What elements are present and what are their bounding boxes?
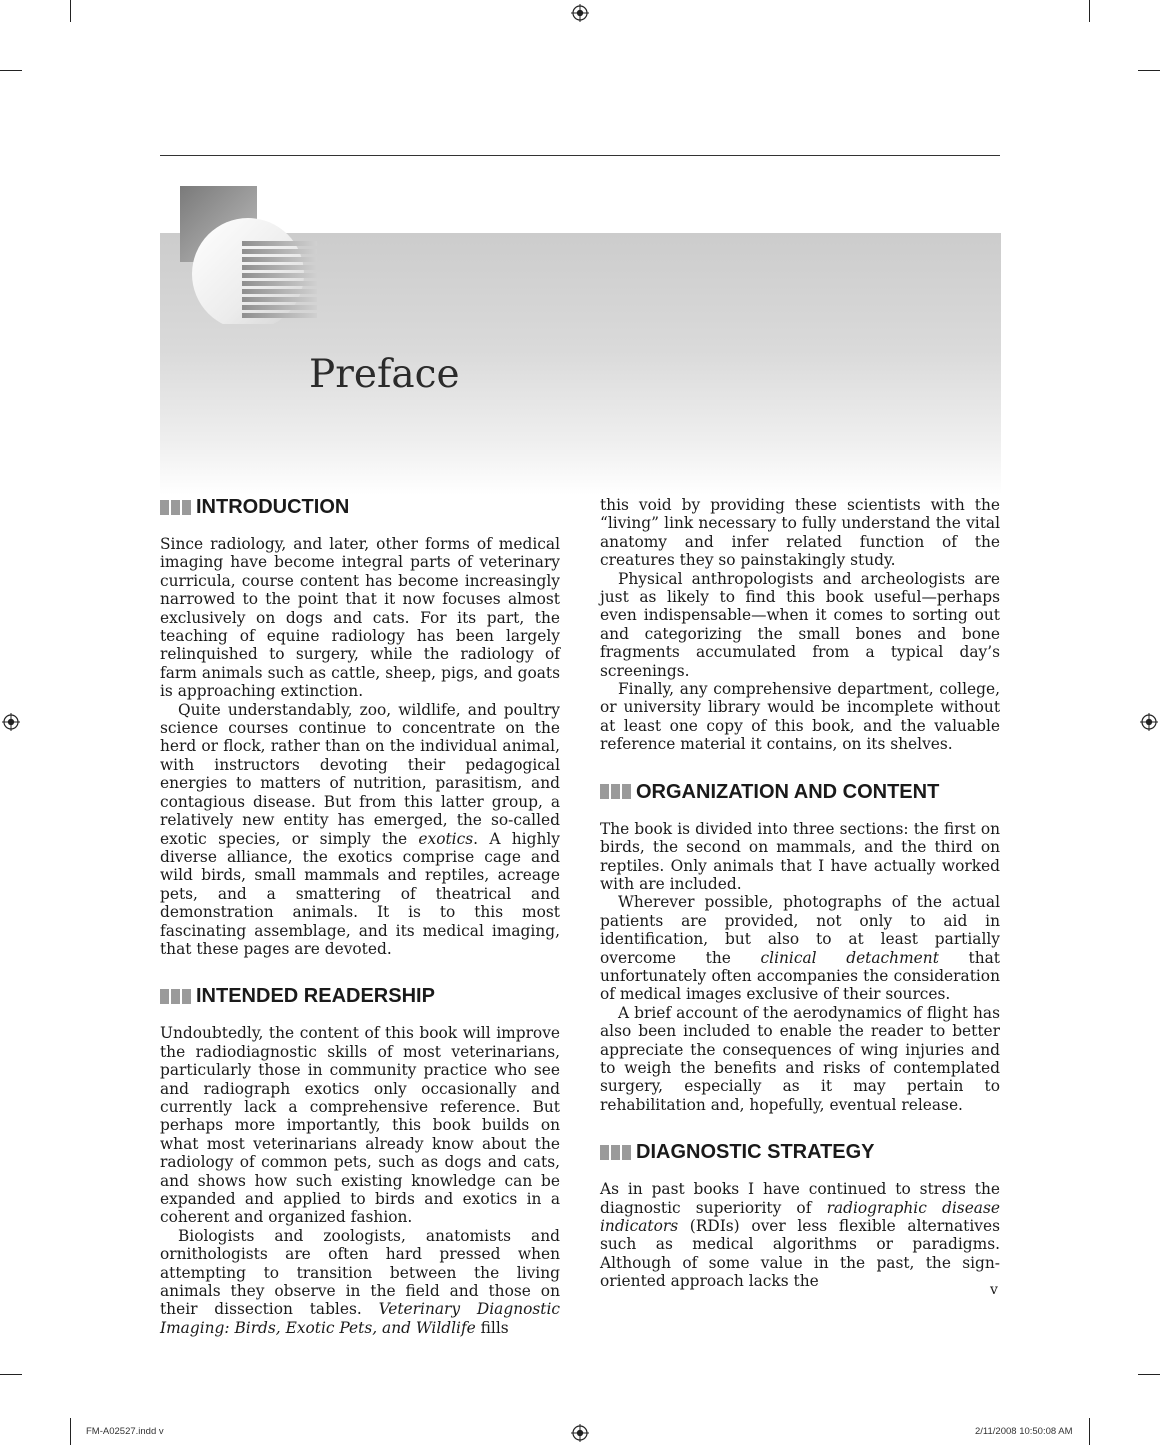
section-heading-readership [160, 985, 560, 1007]
paragraph: As in past books I have continued to stress the diagnostic superiority of radiographic disease indicators (RDIs) over less flexible alternatives such as medical algorithms or paradigms. Although of some value in the past, the sign-oriented approach lacks the [600, 1180, 1000, 1291]
crop-mark [0, 1374, 22, 1375]
page-number: v [990, 1282, 998, 1298]
slug-file: FM-A02527.indd v [86, 1426, 164, 1437]
crop-mark [1138, 1374, 1160, 1375]
section-heading-introduction [160, 496, 560, 518]
crop-mark [1089, 0, 1090, 22]
paragraph: Physical anthropologists and archeologists are just as likely to find this book useful—perhaps even indispensable—when it comes to sorting out and categorizing the small bones and bone fragments accumulated from a typical day’s screenings. [600, 569, 1000, 680]
paragraph: Wherever possible, photographs of the actual patients are provided, not only to aid in identification, but also to at least partially overcome the clinical detachment that unfortunately often accompanies the consideration of medical images exclusive of their sources. [600, 893, 1000, 1004]
slug-timestamp: 2/11/2008 10:50:08 AM [975, 1426, 1073, 1437]
header-rule [160, 155, 1000, 156]
paragraph: Since radiology, and later, other forms of medical imaging have become integral parts of veterinary curricula, course content has become increasingly narrowed to the point that it now focuses almost exclusively on dogs and cats. For its part, the teaching of equine radiology has been largely relinquished to surgery, while the radiology of farm animals such as cattle, sheep, pigs, and goats is approaching extinction. [160, 535, 560, 701]
registration-mark-icon [571, 1424, 589, 1442]
section-heading-organization [600, 781, 1000, 803]
book-title-emphasis: Veterinary Diagnostic Imaging: Birds, Exotic Pets, and Wildlife [160, 1300, 560, 1337]
section-heading-text: INTENDED READERSHIP [196, 985, 435, 1008]
paragraph: A brief account of the aerodynamics of flight has also been included to enable the reader to better appreciate the consequences of wing injuries and to weigh the benefits and risks of contemplated surgery, especially as it may pertain to rehabilitation and, hopefully, eventual release. [600, 1003, 1000, 1114]
registration-mark-icon [2, 713, 20, 731]
section-heading-text: ORGANIZATION AND CONTENT [636, 780, 940, 803]
crop-mark [70, 1418, 71, 1445]
left-column [160, 496, 560, 1337]
paragraph: Undoubtedly, the content of this book will improve the radiodiagnostic skills of most veterinarians, particularly those in community practice who see and radiograph exotics only occasionally and currently lack a comprehensive reference. But perhaps more importantly, this book builds on what most veterinarians already know about the radiology of common pets, such as dogs and cats, and shows how such existing knowledge can be expanded and applied to birds and exotics in a coherent and organized fashion. [160, 1024, 560, 1227]
crop-mark [70, 0, 71, 22]
crop-mark [1138, 70, 1160, 71]
emphasis: radiographic disease indicators [600, 1198, 1000, 1235]
section-bars-icon [600, 1145, 631, 1160]
paragraph: this void by providing these scientists with the “living” link necessary to fully understand the vital anatomy and infer related function of the creatures they so painstakingly study. [600, 496, 1000, 570]
paragraph: Finally, any comprehensive department, college, or university library would be incomplete without at least one copy of this book, and the valuable reference material it contains, on its shelves. [600, 680, 1000, 754]
section-bars-icon [160, 500, 191, 515]
registration-mark-icon [571, 4, 589, 22]
chapter-logo-icon [178, 184, 323, 324]
emphasis: exotics [418, 829, 474, 848]
crop-mark [1089, 1418, 1090, 1445]
crop-mark [0, 70, 22, 71]
registration-mark-icon [1140, 713, 1158, 731]
emphasis: clinical detachment [760, 948, 939, 967]
section-bars-icon [160, 989, 191, 1004]
section-heading-text: INTRODUCTION [196, 496, 350, 518]
right-column [600, 496, 1000, 1291]
section-heading-strategy [600, 1141, 1000, 1163]
paragraph: Quite understandably, zoo, wildlife, and poultry science courses continue to concentrate on the herd or flock, rather than on the individual animal, with instructors devoting their pedagogical energies to matters of nutrition, parasitism, and contagious disease. But from this latter group, a relatively new entity has emerged, the so-called exotic species, or simply the exotics. A highly diverse alliance, the exotics comprise cage and wild birds, small mammals and reptiles, acreage pets, and a smattering of theatrical and demonstration animals. It is to this most fascinating assemblage, and its medical imaging, that these pages are devoted. [160, 700, 560, 958]
section-bars-icon [600, 784, 631, 799]
paragraph: The book is divided into three sections: the first on birds, the second on mammals, and the third on reptiles. Only animals that I have actually worked with are included. [600, 819, 1000, 893]
paragraph: Biologists and zoologists, anatomists and ornithologists are often hard pressed when attempting to transition between the living animals they observe in the field and those on their dissection tables. Veterinary Diagnostic Imaging: Birds, Exotic Pets, and Wildlife fills [160, 1226, 560, 1337]
chapter-title: Preface [309, 352, 460, 397]
section-heading-text: DIAGNOSTIC STRATEGY [636, 1141, 875, 1164]
